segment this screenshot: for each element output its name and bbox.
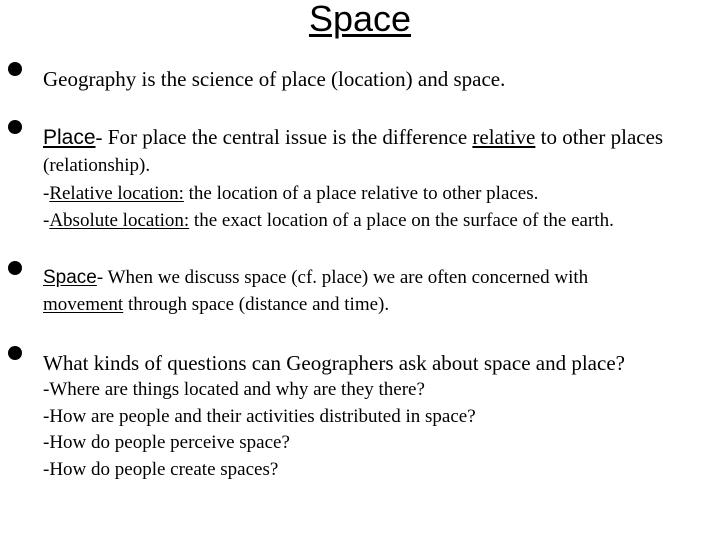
absolute-location-definition: the exact location of a place on the surface of the earth. — [189, 210, 614, 231]
relative-term: relative — [472, 125, 536, 149]
bullet-marker — [8, 62, 22, 76]
place-definition-part-1: - For place the central issue is the difference — [95, 125, 473, 149]
space-definition-part-2: through space (distance and time). — [123, 294, 390, 315]
bullet-marker — [8, 261, 22, 275]
question-item: -Where are things located and why are they there? — [43, 379, 425, 400]
relative-location-term: Relative location: — [49, 183, 184, 204]
question-item: -How do people perceive space? — [43, 432, 290, 453]
absolute-location-prefix: - — [43, 210, 50, 231]
relative-location-definition: the location of a place relative to other places. — [183, 183, 539, 204]
absolute-location-line — [43, 209, 614, 233]
space-label: Space — [43, 267, 97, 288]
place-definition-part-2: to other places — [535, 125, 664, 149]
relative-location-prefix: - — [43, 183, 50, 204]
bullet-marker — [8, 120, 22, 134]
absolute-location-term: Absolute location: — [49, 210, 190, 231]
relative-location-line — [43, 182, 538, 206]
question-item: -How are people and their activities distributed in space? — [43, 406, 476, 427]
movement-term: movement — [43, 294, 124, 315]
bullet-3-line-2 — [43, 293, 389, 317]
place-label: Place — [43, 126, 96, 149]
bullet-2-line-1 — [43, 124, 663, 151]
bullet-2-line-2: (relationship). — [43, 155, 151, 176]
question-item: -How do people create spaces? — [43, 459, 279, 480]
bullet-marker — [8, 346, 22, 360]
bullet-3-line-1 — [43, 266, 588, 290]
space-definition-part-1: - When we discuss space (cf. place) we are often concerned with — [96, 267, 589, 288]
bullet-4-text: What kinds of questions can Geographers ask about space and place? — [43, 351, 625, 375]
bullet-1-text: Geography is the science of place (location) and space. — [43, 67, 506, 91]
slide-title: Space — [308, 0, 412, 39]
